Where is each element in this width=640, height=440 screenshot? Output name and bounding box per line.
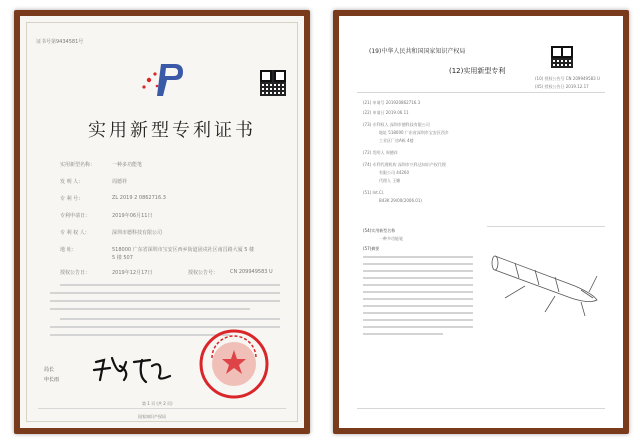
field-value: 2019年12月17日 xyxy=(112,270,153,276)
bib-line: (72) 发明人 周德祥 xyxy=(363,150,398,155)
field-value: CN 209949583 U xyxy=(230,269,273,275)
certificate-paper xyxy=(20,16,304,428)
field-label: 专 利 号： xyxy=(60,196,84,202)
field-value: 2019年06月11日 xyxy=(112,213,153,219)
pen-drawing-icon xyxy=(485,236,605,326)
qr-code-icon xyxy=(551,46,573,68)
field-value: 5 楼 507 xyxy=(112,255,133,261)
footer-divider xyxy=(357,408,605,409)
bib-line: 工业区厂房A栋 4楼 xyxy=(379,138,414,143)
field-value: 一种多功能笔 xyxy=(112,162,143,168)
qr-code-icon xyxy=(260,70,286,96)
bib-line: (73) 专利权人 深圳市德科技有限公司 xyxy=(363,122,430,127)
bib-line: B43K 29/00(2006.01) xyxy=(379,198,422,203)
field-label: 发 明 人： xyxy=(60,179,84,185)
certificate-number: 证书号第9434581号 xyxy=(36,39,84,45)
field-label: 授权公告日： xyxy=(60,270,91,276)
bib-line: 代理人 王姗 xyxy=(379,178,401,183)
abstract-title: 一种多功能笔 xyxy=(379,236,403,241)
abstract-divider xyxy=(487,226,605,227)
bib-line: (51) Int.Cl. xyxy=(363,190,385,195)
publication-header: (19)中华人民共和国国家知识产权局 xyxy=(369,48,466,55)
footer-divider xyxy=(38,408,286,409)
publication-date: (45) 授权公告日 2019.12.17 xyxy=(535,84,589,89)
official-seal-icon xyxy=(198,328,270,400)
field-label: 专 利 权 人： xyxy=(60,230,90,236)
publication-paper xyxy=(339,16,623,428)
publication-doc-type: (12)实用新型专利 xyxy=(449,67,506,75)
signature-name: 申长雨 xyxy=(44,377,60,383)
bib-line: 地址 518000 广东省深圳市宝安区西乡 xyxy=(379,130,449,135)
field-value: ZL 2019 2 0862716.3 xyxy=(112,195,166,201)
field-label: 授权公告号： xyxy=(188,270,219,276)
abstract-heading: (54)实用新型名称 xyxy=(363,228,396,233)
field-label: 实用新型名称： xyxy=(60,162,96,168)
bib-line: 有限公司 44260 xyxy=(379,170,409,175)
issuer-footer: 国家知识产权局 xyxy=(138,414,166,419)
field-label: 地 址： xyxy=(60,247,77,253)
field-value: 周德祥 xyxy=(112,179,128,185)
certificate-title: 实用新型专利证书 xyxy=(88,120,256,141)
handwritten-signature-icon xyxy=(90,352,180,386)
field-label: 专利申请日： xyxy=(60,213,91,219)
bib-line: (22) 申请日 2019.06.11 xyxy=(363,110,409,115)
cnipa-logo-icon xyxy=(135,60,187,98)
publication-frame xyxy=(333,10,629,434)
publication-number: (10) 授权公告号 CN 209949583 U xyxy=(535,76,600,81)
abstract-label: (57)摘要 xyxy=(363,246,380,251)
certificate-frame xyxy=(14,10,310,434)
field-value: 深圳市德科技有限公司 xyxy=(112,230,163,236)
signature-title: 局长 xyxy=(44,367,55,373)
bib-line: (74) 专利代理机构 深圳市兴科达知识产权代理 xyxy=(363,162,446,167)
page-indicator: 第 1 页 (共 2 页) xyxy=(142,401,173,406)
bib-line: (21) 申请号 201920862716.3 xyxy=(363,100,421,105)
field-value: 518000 广东省深圳市宝安区西乡街道固戍社区南昌路大厦 5 楼 xyxy=(112,247,255,253)
header-divider xyxy=(357,92,605,93)
